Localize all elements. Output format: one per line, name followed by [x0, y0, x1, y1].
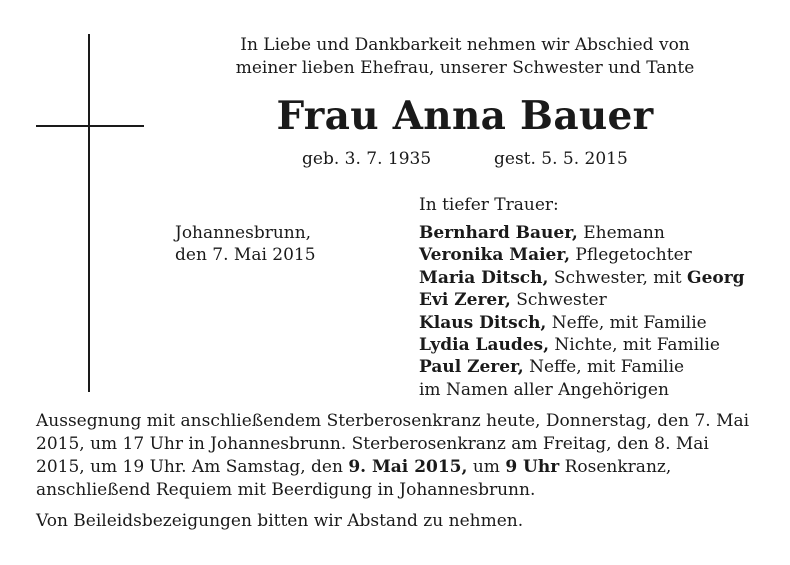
- mourner-name: Bernhard Bauer,: [419, 223, 578, 243]
- place-date: den 7. Mai 2015: [175, 245, 316, 265]
- place-town: Johannesbrunn,: [175, 223, 312, 243]
- mourner-row: [419, 312, 745, 334]
- mourner-row: [419, 267, 745, 289]
- intro-line-1: In Liebe und Dankbarkeit nehmen wir Abschied von: [240, 35, 690, 55]
- death-date: gest. 5. 5. 2015: [494, 149, 628, 169]
- mourner-row: [419, 289, 745, 311]
- mourner-relation: Schwester: [510, 290, 607, 311]
- mourner-name: Lydia Laudes,: [419, 335, 550, 356]
- deceased-name: Frau Anna Bauer: [276, 93, 654, 139]
- mourner-extra-name: Georg: [687, 267, 745, 288]
- funeral-service-info: [36, 410, 761, 502]
- life-dates: [302, 148, 722, 170]
- mourner-relation: Pflegetochter: [570, 245, 692, 266]
- place-and-date: [175, 222, 316, 266]
- mourner-name: Veronika Maier,: [419, 245, 571, 266]
- mourner-relation: Neffe, mit Familie: [523, 357, 685, 378]
- mourner-name: Klaus Ditsch,: [419, 312, 547, 333]
- mourners-list: [419, 222, 745, 401]
- service-text-1: Aussegnung mit anschließendem Sterberosenkranz heute, Donnerstag, den 7. Mai 2015, um 17 Uhr in Johannesbrunn. Sterberosenkranz am Freitag, den 8. Mai 2015, um 19 Uhr. Am Samstag, den: [36, 411, 750, 477]
- mourner-row: [419, 356, 745, 378]
- cross-icon-vertical-bar: [88, 34, 90, 392]
- service-bold-date: 9. Mai 2015,: [348, 457, 468, 477]
- service-text-2: um: [467, 457, 506, 477]
- mourner-row: [419, 244, 745, 266]
- closing-note: Von Beileidsbezeigungen bitten wir Abstand zu nehmen.: [36, 511, 524, 531]
- birth-date: geb. 3. 7. 1935: [302, 149, 432, 169]
- service-bold-time: 9 Uhr: [505, 457, 560, 477]
- mourner-row: [419, 334, 745, 356]
- mourner-name: Paul Zerer,: [419, 357, 524, 378]
- intro-text: [180, 34, 750, 80]
- mourner-relation: Nichte, mit Familie: [549, 335, 720, 356]
- mourner-name: Maria Ditsch,: [419, 267, 549, 288]
- cross-icon-horizontal-bar: [36, 125, 144, 127]
- mourner-row: [419, 222, 745, 244]
- mourner-relation: Schwester, mit: [548, 267, 688, 288]
- service-text-3: Rosenkranz, anschließend Requiem mit Beerdigung in Johannesbrunn.: [36, 457, 672, 500]
- mourner-relation: Neffe, mit Familie: [546, 312, 707, 333]
- all-relatives-line: im Namen aller Angehörigen: [419, 379, 669, 400]
- intro-line-2: meiner lieben Ehefrau, unserer Schwester und Tante: [235, 58, 695, 78]
- mourner-name: Evi Zerer,: [419, 290, 511, 311]
- mourning-heading: In tiefer Trauer:: [419, 195, 559, 215]
- mourner-relation: Ehemann: [577, 223, 665, 243]
